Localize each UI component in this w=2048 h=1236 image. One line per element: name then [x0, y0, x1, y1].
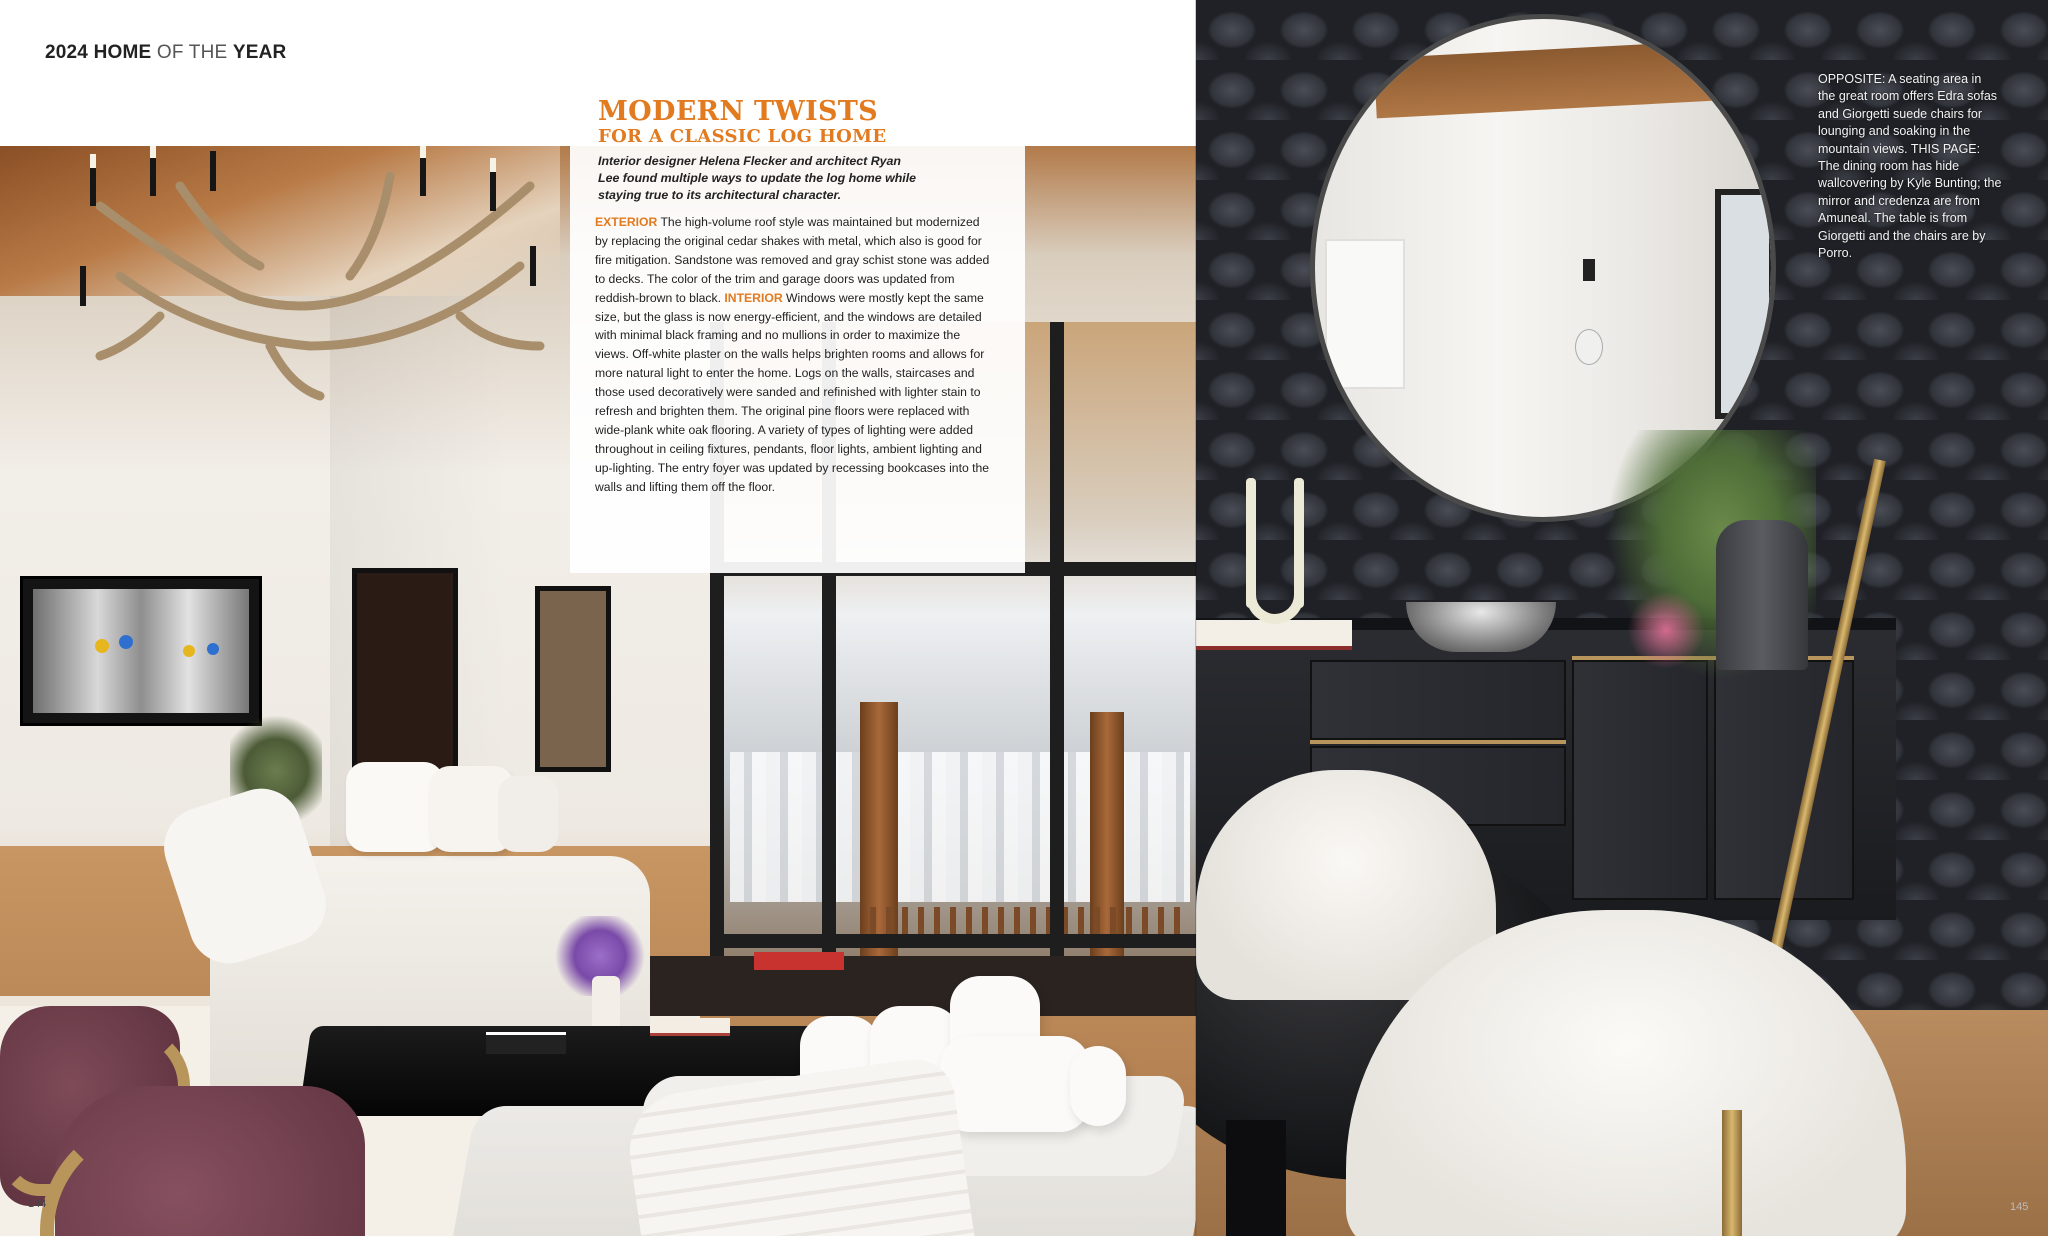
table-leg	[1226, 1120, 1286, 1236]
article-headline: MODERN TWISTS	[598, 96, 878, 127]
reflected-wood-beam	[1374, 40, 1737, 119]
lion-artwork	[20, 576, 262, 726]
credenza-door	[1572, 660, 1708, 900]
window-frame	[710, 934, 1196, 948]
antler-chandelier	[60, 146, 570, 406]
small-window	[535, 586, 611, 772]
running-head-of-the: OF THE	[156, 42, 228, 63]
red-book	[754, 952, 844, 970]
article-text-panel	[570, 73, 1025, 573]
article-subhead: FOR A CLASSIC LOG HOME	[598, 126, 887, 147]
pillow	[940, 1036, 1090, 1132]
page-number-left: 144	[28, 1198, 47, 1210]
running-head-home: HOME	[93, 42, 152, 63]
exterior-text: The high-volume roof style was maintained but modernized by replacing the original cedar shakes with metal, which also is good for fire mitigation. Sandstone was removed and gray schist stone was added to decks. The color of the trim and garage doors was updated from reddish-brown to black.	[595, 215, 990, 305]
brass-chair-leg	[1722, 1110, 1742, 1236]
book-stack	[1196, 620, 1352, 650]
sofa-cushion	[498, 776, 558, 852]
running-head-year: 2024	[45, 42, 89, 63]
table-books	[650, 1018, 730, 1036]
page-number-right: 145	[2010, 1201, 2029, 1213]
lion-eye-yellow	[95, 639, 109, 653]
article-deck: Interior designer Helena Flecker and architect Ryan Lee found multiple ways to update the log home while staying true to its architectural character.	[598, 154, 917, 202]
lion-eye-blue	[119, 635, 133, 649]
right-page	[1196, 0, 2048, 1236]
credenza-drawer	[1310, 660, 1566, 740]
pillow	[1070, 1046, 1126, 1126]
sconce-bulb	[1575, 329, 1603, 365]
interior-text: Windows were mostly kept the same size, but the glass is now energy-efficient, and the windows are detailed with minimal black framing and no mullions in order to maximize the views. Off-white plaster on the walls helps brighten rooms and allows for more natural light to enter the home. Logs on the walls, staircases and those used decoratively were sanded and refinished with lighter stain to refresh and brighten them. The original pine floors were replaced with wide-plank white oak flooring. A variety of types of lighting were added throughout in ceiling fixtures, pendants, floor lights, ambient lighting and up-lighting. The entry foyer was updated by recessing bookcases into the walls and lifting them off the floor.	[595, 290, 990, 494]
article-body	[595, 213, 995, 497]
exterior-label: EXTERIOR	[595, 215, 658, 229]
reflected-artwork	[1325, 239, 1405, 389]
reflected-sconce	[1583, 259, 1595, 369]
table-books	[486, 1032, 566, 1054]
page-gutter	[1195, 0, 1197, 1236]
running-head	[45, 42, 286, 64]
pink-blossoms	[1626, 580, 1706, 680]
brass-pull	[1310, 740, 1566, 744]
lion-eye-blue	[207, 643, 219, 655]
window-frame	[1050, 322, 1064, 972]
running-head-year-word: YEAR	[232, 42, 287, 63]
reflected-window	[1715, 189, 1775, 419]
grey-vase	[1716, 520, 1808, 670]
photo-caption: OPPOSITE: A seating area in the great room offers Edra sofas and Giorgetti suede chairs for lounging and soaking in the mountain views. THIS PAGE: The dining room has hide wallcovering by Kyle Bunting; the mirror and credenza are from Amuneal. The table is from Giorgetti and the chairs are by Porro.	[1818, 72, 2002, 261]
interior-label: INTERIOR	[724, 290, 783, 305]
lion-eye-yellow	[183, 645, 195, 657]
